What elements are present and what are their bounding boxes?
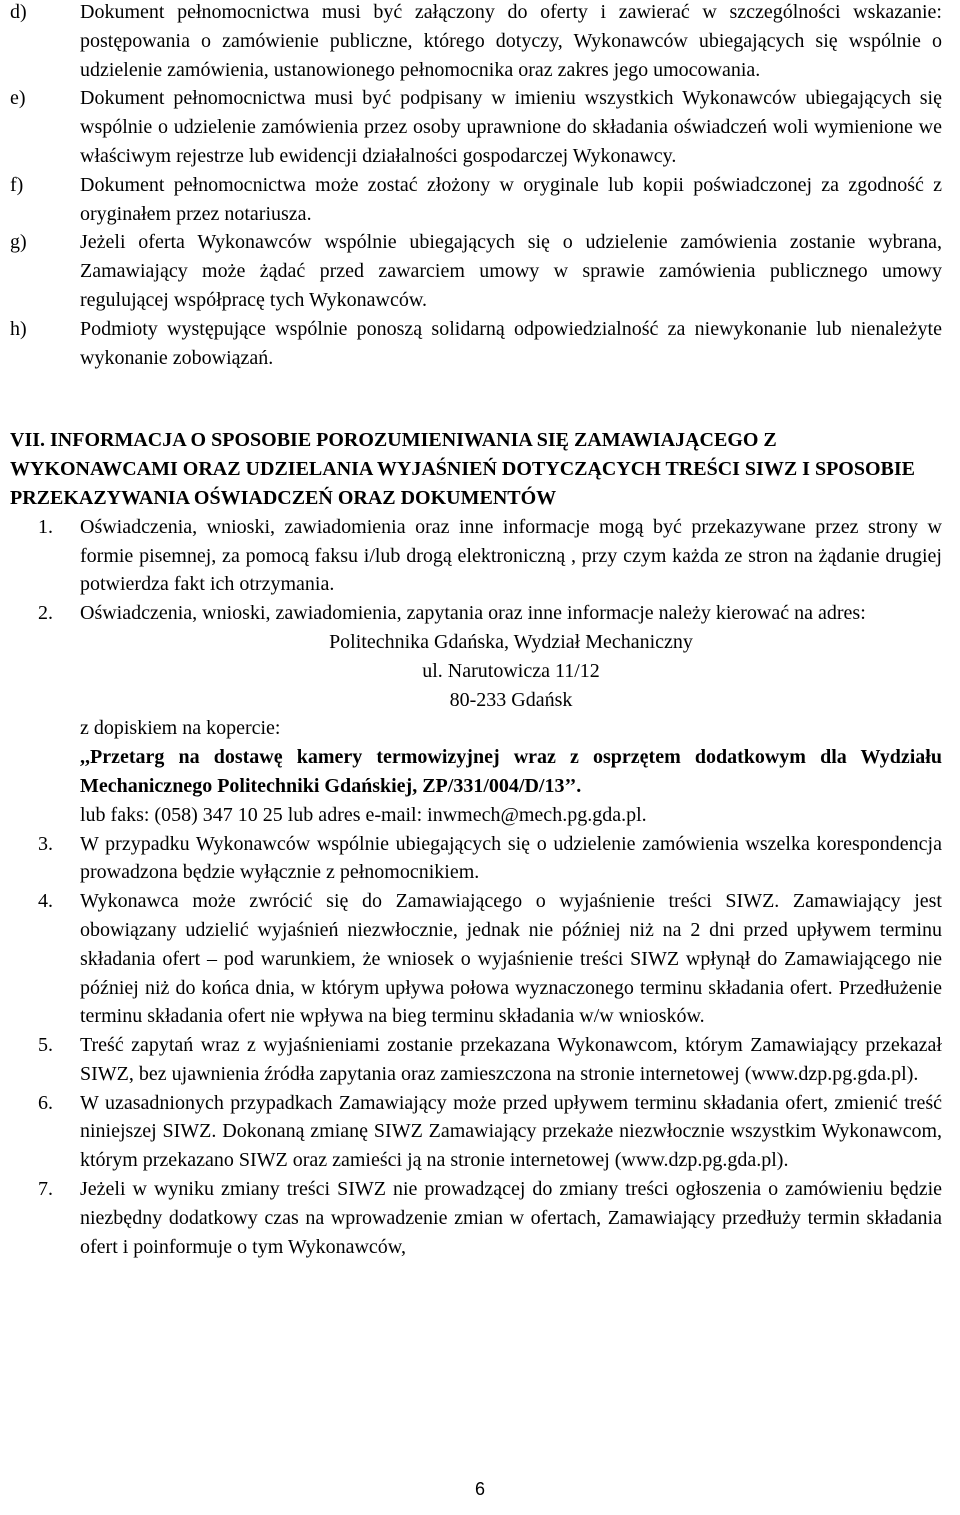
address-line: ul. Narutowicza 11/12 — [422, 659, 600, 682]
item-text: Dokument pełnomocnictwa musi być załączony do oferty i zawierać w szczególności wskazanie: postępowania o zamówienie publiczne, którego dotyczy, Wykonawców ubiegających się wspólnie o udzielenie zamówienia, ustanowionego pełnomocnika oraz zakres jego umocowania. — [80, 1, 942, 81]
item-text: Jeżeli w wyniku zmiany treści SIWZ nie prowadzącej do zmiany treści ogłoszenia o zamówieniu będzie niezbędny dodatkowy czas na wprowadzenie zmian w ofertach, Zamawiający przedłuży termin składania ofert i poinformuje o tym Wykonawców, — [80, 1178, 942, 1258]
address-line: Politechnika Gdańska, Wydział Mechaniczny — [329, 630, 693, 653]
contact-info: lub faks: (058) 347 10 25 lub adres e-mail: inwmech@mech.pg.gda.pl. — [80, 803, 647, 826]
item-marker: 6. — [38, 1091, 53, 1114]
list-item — [10, 1031, 942, 1089]
envelope-note: ,,Przetarg na dostawę kamery termowizyjnej wraz z osprzętem dodatkowym dla Wydziału Mechanicznego Politechniki Gdańskiej, ZP/331/004/D/13’’. — [80, 746, 942, 797]
item-text: Oświadczenia, wnioski, zawiadomienia, zapytania oraz inne informacje należy kierować na adres: — [80, 602, 866, 625]
item-text: Podmioty występujące wspólnie ponoszą solidarną odpowiedzialność za niewykonanie lub nienależyte wykonanie zobowiązań. — [80, 317, 942, 369]
item-marker: g) — [10, 231, 27, 254]
list-item — [10, 228, 942, 314]
list-item — [10, 513, 942, 599]
item-marker: 1. — [38, 515, 53, 538]
item-marker: e) — [10, 87, 26, 110]
address-line: 80-233 Gdańsk — [449, 688, 573, 711]
item-text: Oświadczenia, wnioski, zawiadomienia oraz inne informacje mogą być przekazywane przez strony w formie pisemnej, za pomocą faksu i/lub drogą elektroniczną , przy czym każda ze stron na żądanie drugiej potwierdza fakt ich otrzymania. — [80, 515, 942, 596]
list-item — [10, 1089, 942, 1175]
numbered-list — [10, 513, 942, 1262]
list-item — [10, 830, 942, 888]
list-item — [10, 171, 942, 229]
item-text: Jeżeli oferta Wykonawców wspólnie ubiegających się o udzielenie zamówienia zostanie wybrana, Zamawiający może żądać przed zawarciem umowy w sprawie zamówienia publicznego umowy regulującej współpracę tych Wykonawców. — [80, 231, 942, 311]
list-item — [10, 0, 942, 84]
item-text: Dokument pełnomocnictwa może zostać złożony w oryginale lub kopii poświadczonej za zgodność z oryginałem przez notariusza. — [80, 173, 942, 225]
item-text: W uzasadnionych przypadkach Zamawiający może przed upływem terminu składania ofert, zmienić treść niniejszej SIWZ. Dokonaną zmianę SIWZ Zamawiający przekaże niezwłocznie wszystkim Wykonawcom, którym przekazano SIWZ oraz zamieści ją na stronie internetowej (www.dzp.pg.gda.pl). — [80, 1091, 942, 1172]
envelope-label: z dopiskiem na kopercie: — [80, 717, 281, 740]
list-item — [10, 84, 942, 170]
item-marker: h) — [10, 317, 27, 340]
list-item — [10, 599, 942, 829]
item-marker: 2. — [38, 602, 53, 625]
item-marker: 4. — [38, 890, 53, 913]
item-text: Wykonawca może zwrócić się do Zamawiającego o wyjaśnienie treści SIWZ. Zamawiający jest obowiązany udzielić wyjaśnień niezwłocznie, jednak nie później niż na 2 dni przed upływem terminu składania ofert – pod warunkiem, że wniosek o wyjaśnienie treści SIWZ wpłynął do Zamawiającego nie później niż do końca dnia, w którym upływa połowa wyznaczonego terminu składania ofert. Przedłużenie terminu składania ofert nie wpływa na bieg terminu składania w/w wniosków. — [80, 890, 942, 1028]
item-marker: d) — [10, 1, 27, 23]
item-text: W przypadku Wykonawców wspólnie ubiegających się o udzielenie zamówienia wszelka korespondencja prowadzona będzie wyłącznie z pełnomocnikiem. — [80, 832, 942, 884]
list-item — [10, 887, 942, 1031]
section-title: VII. INFORMACJA O SPOSOBIE POROZUMIENIWANIA SIĘ ZAMAWIAJĄCEGO Z WYKONAWCAMI ORAZ UDZIELANIA WYJAŚNIEŃ DOTYCZĄCYCH TREŚCI SIWZ I SPOSOBIE PRZEKAZYWANIA OŚWIADCZEŃ ORAZ DOKUMENTÓW — [10, 429, 915, 509]
item-text: Dokument pełnomocnictwa musi być podpisany w imieniu wszystkich Wykonawców ubiegających się wspólnie o udzielenie zamówienia przez osoby uprawnione do składania oświadczeń woli wymienione we właściwym rejestrze lub ewidencji działalności gospodarczej Wykonawcy. — [80, 87, 942, 167]
item-marker: 5. — [38, 1034, 53, 1057]
page-number: 6 — [474, 1479, 485, 1499]
item-text: Treść zapytań wraz z wyjaśnieniami zostanie przekazana Wykonawcom, którym Zamawiający przekazał SIWZ, bez ujawnienia źródła zapytania oraz zamieszczona na stronie internetowej (www.dzp.pg.gda.pl). — [80, 1034, 942, 1085]
item-marker: 7. — [38, 1178, 53, 1201]
list-item — [10, 1175, 942, 1261]
item-marker: 3. — [38, 832, 53, 855]
list-item — [10, 315, 942, 373]
item-marker: f) — [10, 173, 24, 196]
lettered-list — [10, 0, 942, 372]
